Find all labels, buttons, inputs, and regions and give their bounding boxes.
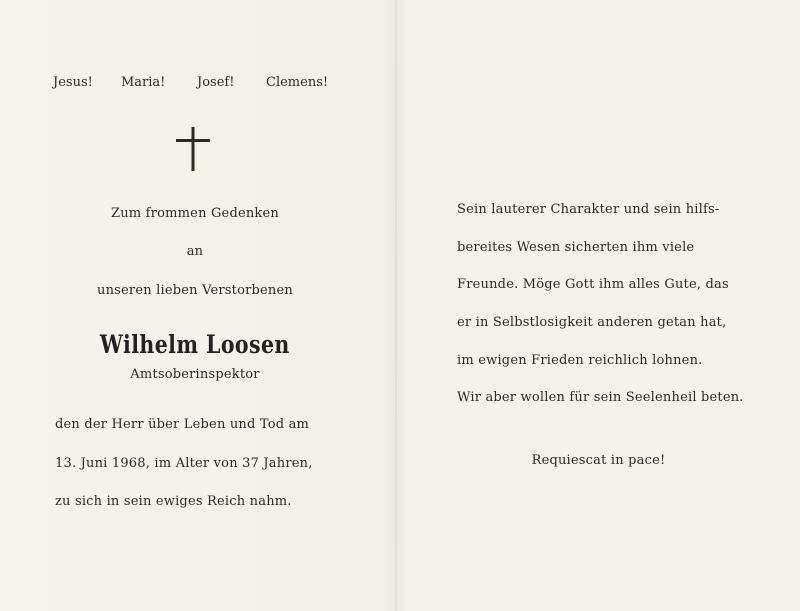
left-page [0, 0, 395, 611]
latin-cross-icon [175, 126, 211, 172]
right-page [397, 0, 800, 611]
right-line-2: bereites Wesen sicherten ihm viele [457, 240, 695, 255]
invocation-maria: Maria! [121, 75, 166, 90]
right-line-5: im ewigen Frieden reichlich lohnen. [457, 353, 703, 368]
dedication-line-3: unseren lieben Verstorbenen [97, 283, 293, 298]
right-line-4: er in Selbstlosigkeit anderen getan hat, [457, 315, 727, 330]
right-line-3: Freunde. Möge Gott ihm alles Gute, das [457, 277, 729, 292]
body-line-3: zu sich in sein ewiges Reich nahm. [55, 494, 292, 509]
deceased-name: Wilhelm Loosen [99, 330, 290, 359]
invocation-josef: Josef! [197, 75, 235, 90]
closing-line: Requiescat in pace! [531, 453, 666, 468]
invocation-clemens: Clemens! [266, 75, 329, 90]
dedication-line-1: Zum frommen Gedenken [111, 206, 279, 221]
invocation-jesus: Jesus! [53, 75, 93, 90]
body-line-2: 13. Juni 1968, im Alter von 37 Jahren, [55, 456, 313, 471]
dedication-line-2: an [186, 244, 204, 259]
body-line-1: den der Herr über Leben und Tod am [55, 417, 310, 432]
right-line-1: Sein lauterer Charakter und sein hilfs- [457, 202, 720, 217]
deceased-title: Amtsoberinspektor [130, 367, 260, 382]
right-line-6: Wir aber wollen für sein Seelenheil beten. [457, 390, 744, 405]
